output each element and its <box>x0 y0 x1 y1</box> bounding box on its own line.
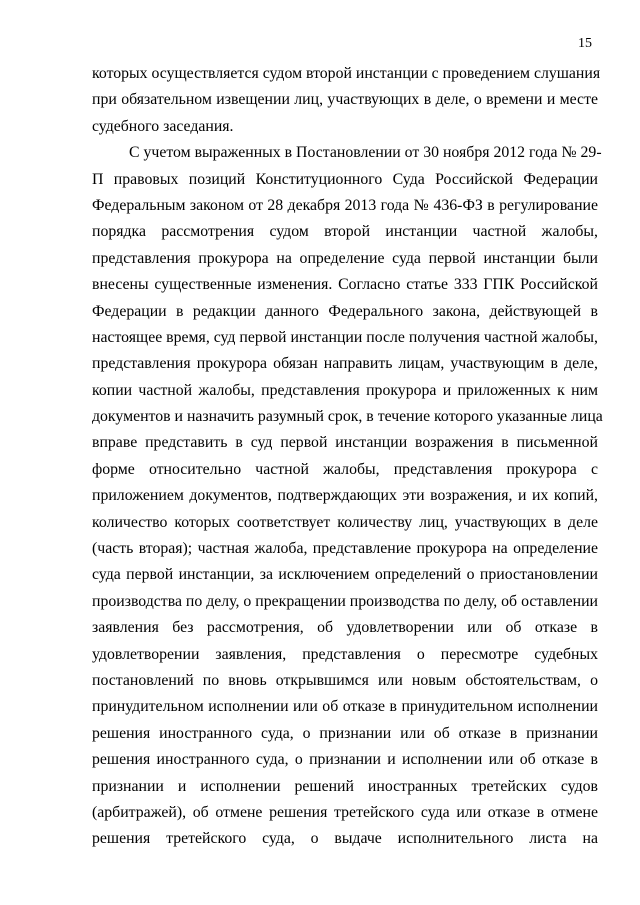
text-line: удовлетворении заявления, представления о пересмотре судебных <box>92 645 598 663</box>
text-line: представления прокурора обязан направить лицам, участвующим в деле, <box>92 355 598 373</box>
text-line: представления прокурора на определение суда первой инстанции были <box>92 249 598 267</box>
text-line: С учетом выраженных в Постановлении от 30 ноября 2012 года № 29- <box>129 144 602 162</box>
text-line: приложением документов, подтверждающих эти возражения, и их копий, <box>92 487 598 505</box>
text-line: форме относительно частной жалобы, представления прокурора с <box>92 460 598 478</box>
text-line: производства по делу, о прекращении производства по делу, об оставлении <box>92 592 598 610</box>
body-text <box>92 61 603 853</box>
text-line: решения иностранного суда, о признании или об отказе в признании <box>92 724 598 742</box>
text-line: (часть вторая); частная жалоба, представление прокурора на определение <box>92 540 598 558</box>
text-line: вправе представить в суд первой инстанции возражения в письменной <box>92 434 598 452</box>
text-line: заявления без рассмотрения, об удовлетворении или об отказе в <box>92 619 598 637</box>
page-number: 15 <box>578 36 592 51</box>
text-line: порядка рассмотрения судом второй инстанции частной жалобы, <box>92 223 598 241</box>
text-line: документов и назначить разумный срок, в течение которого указанные лица <box>92 408 603 426</box>
text-line: настоящее время, суд первой инстанции после получения частной жалобы, <box>92 328 598 346</box>
text-line: Федеральным законом от 28 декабря 2013 года № 436-ФЗ в регулирование <box>92 196 598 214</box>
text-line: судебного заседания. <box>92 117 234 135</box>
text-line: копии частной жалобы, представления прокурора и приложенных к ним <box>92 381 598 399</box>
text-line: решения третейского суда, о выдаче исполнительного листа на <box>92 830 598 848</box>
text-line: постановлений по вновь открывшимся или новым обстоятельствам, о <box>92 671 598 689</box>
text-line: при обязательном извещении лиц, участвующих в деле, о времени и месте <box>92 91 598 109</box>
text-line: решения иностранного суда, о признании и исполнении или об отказе в <box>92 751 598 769</box>
text-line: принудительном исполнении или об отказе в принудительном исполнении <box>92 698 598 716</box>
text-line: (арбитражей), об отмене решения третейского суда или отказе в отмене <box>92 803 598 821</box>
text-line: количество которых соответствует количеству лиц, участвующих в деле <box>92 513 598 531</box>
text-line: внесены существенные изменения. Согласно статье 333 ГПК Российской <box>92 276 598 294</box>
text-line: признании и исполнении решений иностранных третейских судов <box>92 777 598 795</box>
text-line: Федерации в редакции данного Федерального закона, действующей в <box>92 302 598 320</box>
text-line: которых осуществляется судом второй инстанции с проведением слушания <box>92 65 601 82</box>
text-line: П правовых позиций Конституционного Суда Российской Федерации <box>92 170 598 188</box>
text-line: суда первой инстанции, за исключением определений о приостановлении <box>92 566 598 584</box>
